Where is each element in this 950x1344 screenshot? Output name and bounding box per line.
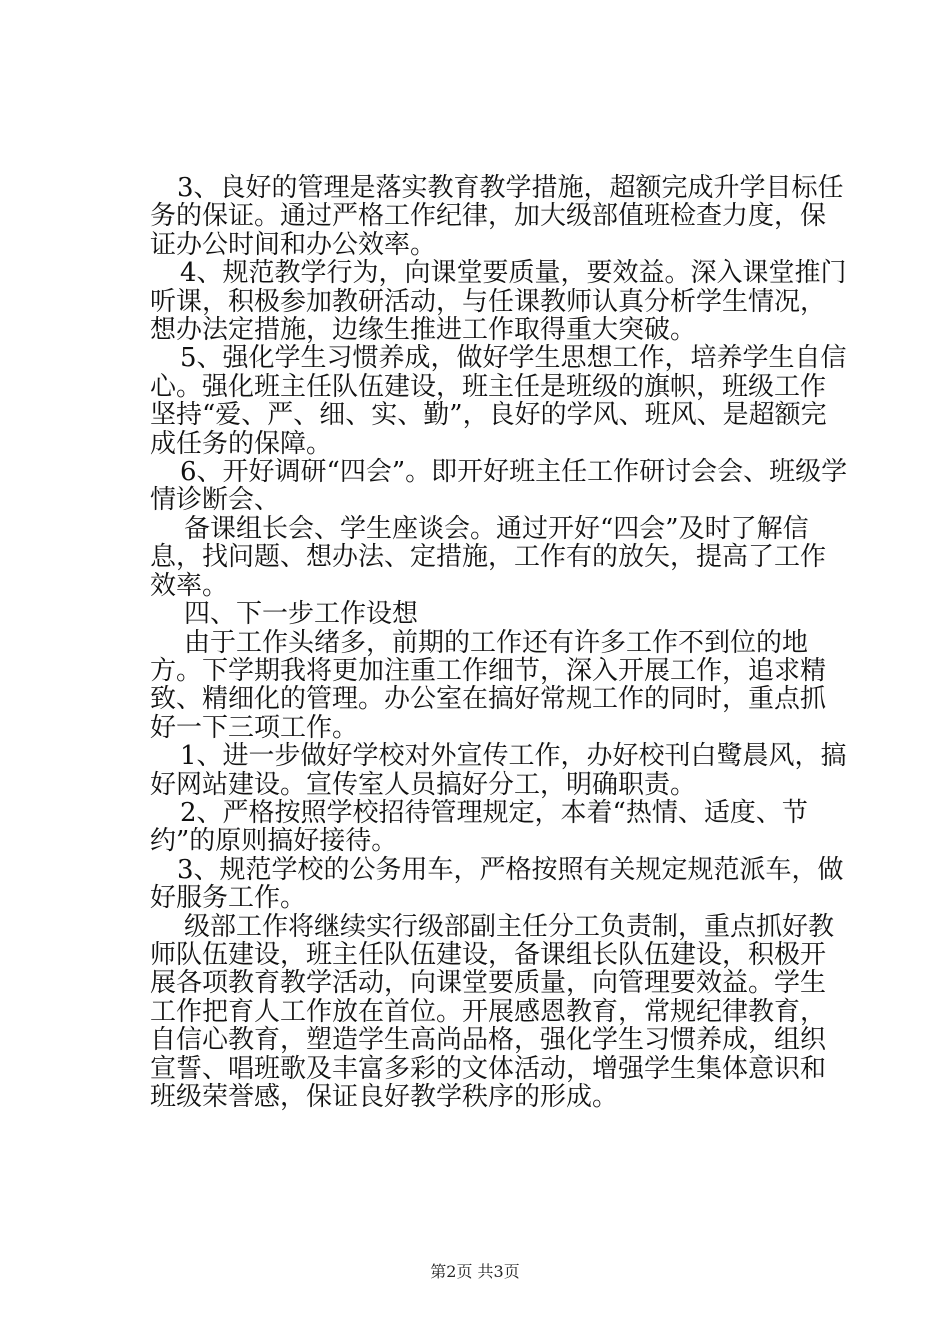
paragraph-hospitality: 2、严格按照学校招待管理规定，本着“热情、适度、节约”的原则搞好接待。 <box>150 797 808 857</box>
paragraph-vehicles: 3、规范学校的公务用车，严格按照有关规定规范派车，做好服务工作。 <box>150 854 844 914</box>
paragraph-student-habits: 5、强化学生习惯养成，做好学生思想工作，培养学生自信心。强化班主任队伍建设，班主任是班级的旗帜，班级工作坚持“爱、严、细、实、勤”，良好的学风、班风、是超额完成任务的保障。 <box>150 343 847 459</box>
document-body <box>150 174 850 1111</box>
page-number-footer: 第2页 共3页 <box>430 1262 520 1281</box>
paragraph-teaching-behavior: 4、规范教学行为，向课堂要质量，要效益。深入课堂推门听课，积极参加教研活动，与任课教师认真分析学生情况，想办法定措施，边缘生推进工作取得重大突破。 <box>150 258 847 346</box>
paragraph-four-meetings: 6、开好调研“四会”。即开好班主任工作研讨会会、班级学情诊断会、 <box>150 457 848 516</box>
section-heading-next-steps: 四、下一步工作设想 <box>184 599 419 630</box>
paragraph-management: 3、良好的管理是落实教育教学措施，超额完成升学目标任务的保证。通过严格工作纪律，加大级部值班检查力度，保证办公时间和办公效率。 <box>150 173 844 260</box>
paragraph-four-meetings-continued: 备课组长会、学生座谈会。通过开好“四会”及时了解信息，找问题、想办法、定措施，工作有的放矢，提高了工作效率。 <box>150 513 827 601</box>
paragraph-next-term-plan: 由于工作头绪多，前期的工作还有许多工作不到位的地方。下学期我将更加注重工作细节，深入开展工作，追求精致、精细化的管理。办公室在搞好常规工作的同时，重点抓好一下三项工作。 <box>150 627 827 743</box>
paragraph-publicity: 1、进一步做好学校对外宣传工作，办好校刊白鹭晨风，搞好网站建设。宣传室人员搞好分工，明确职责。 <box>150 741 847 800</box>
paragraph-grade-work: 级部工作将继续实行级部副主任分工负责制，重点抓好教师队伍建设，班主任队伍建设，备课组长队伍建设，积极开展各项教育教学活动，向课堂要质量，向管理要效益。学生工作把育人工作放在首位。开展感恩教育，常规纪律教育，自信心教育，塑造学生高尚品格，强化学生习惯养成，组织宣誓、唱班歌及丰富多彩的文体活动，增强学生集体意识和班级荣誉感，保证良好教学秩序的形成。 <box>150 911 835 1112</box>
